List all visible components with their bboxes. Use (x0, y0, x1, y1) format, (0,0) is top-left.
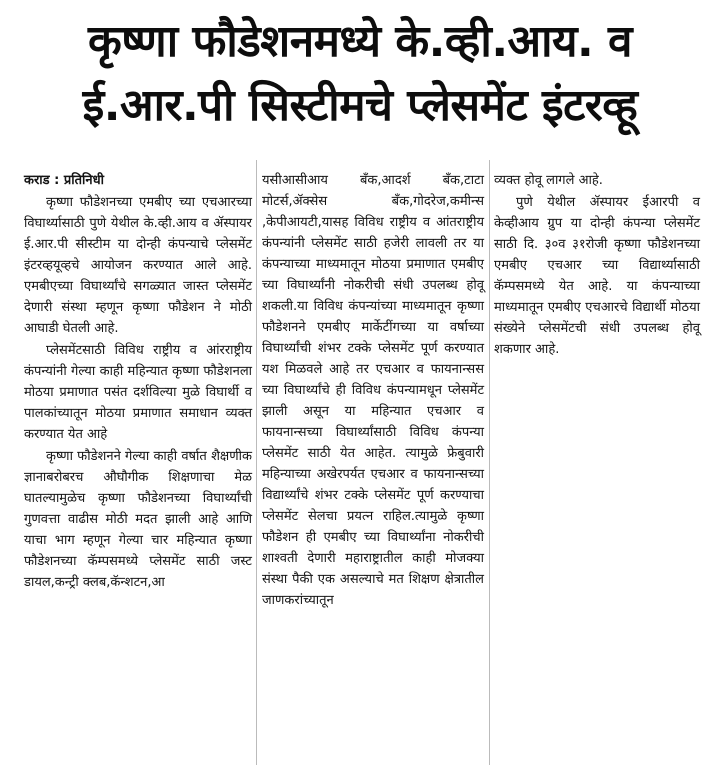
article-column-1 (24, 170, 252, 594)
paragraph: यसीआसीआय बँक,आदर्श बँक,टाटा मोटर्स,ॲक्सेस बँक,गोदरेज,कमीन्स ,केपीआयटी,यासह विविध राष्ट्रीय व आंतराष्ट्रीय कंपन्यांनी प्लेसमेंट साठी हजेरी लावली तर या कंपन्याच्या माध्यमातून मोठया प्रमाणात एमबीए च्या विघार्थ्यांनी नोकरीची संधी उपलब्ध होवू शकली.या विविध कंपन्यांच्या माध्यमातून कृष्णा फौडेशनने एमबीए मार्केटींगच्या या वर्षाच्या विघार्थ्यांची शंभर टक्के प्लेसमेंट पूर्ण करण्यात यश मिळवले आहे तर एचआर व फायनान्सस च्या विघार्थ्यांचे ही विविध कंपन्यामधून प्लेसमेंट झाली असून या महिन्यात एचआर व फायनान्सच्या विघार्थ्यांसाठी विविध कंपन्या प्लेसमेंट साठी येत आहेत. त्यामुळे फ्रेबुवारी महिन्याच्या अखेरपर्यत एचआर व फायनान्सच्या विद्यार्थ्यांचे शंभर टक्के प्लेसमेंट पूर्ण करण्याचा प्लेसमेंट सेलचा प्रयत्न राहिल.त्यामुळे कृष्णा फौडेशन ही एमबीए च्या विघार्थ्यांना नोकरीची शाश्वती देणारी महाराष्ट्रातील काही मोजक्या संस्था पैकी एक असल्याचे मत शिक्षण क्षेत्रातील जाणकरांच्यातून (262, 173, 484, 608)
byline: कराड : प्रतिनिधी (24, 173, 104, 188)
paragraph: व्यक्त होवू लागले आहे. (494, 173, 603, 188)
headline-line-2: ई.आर.पी सिस्टीमचे प्लेसमेंट इंटरव्हू (82, 80, 638, 131)
paragraph: प्लेसमेंटसाठी विविध राष्ट्रीय व आंरराष्ट्रीय कंपन्यांनी गेल्या काही महिन्यात कृष्णा फौडेशनला मोठया प्रमाणात पसंत दर्शविल्या मुळे विघार्थी व पालकांच्यातून मोठया प्रमाणात समाधान व्यक्त करण्यात येत आहे (24, 343, 252, 442)
headline (0, 10, 720, 138)
paragraph: कृष्णा फौडेशनच्या एमबीए च्या एचआरच्या विघार्थ्यासाठी पुणे येथील के.व्ही.आय व ॲस्पायर ई.आर.पी सीस्टीम या दोन्ही कंपन्याचे प्लेसमेंट इंटरव्हयूव्हचे आयोजन करण्यात आले आहे. एमबीएच्या विघार्थ्यांचे सगळ्यात जास्त प्लेसमेंट देणारी संस्था म्हणून कृष्णा फौडेशन ने मोठी आघाडी घेतली आहे. (24, 195, 252, 336)
paragraph: पुणे येथील ॲस्पायर ईआरपी व केव्हीआय ग्रुप या दोन्ही कंपन्या प्लेसमेंट साठी दि. ३०व ३१रोजी कृष्णा फौडेशनच्या एमबीए एचआर च्या विद्यार्थ्यासाठी कॅम्पसमध्ये येत आहे. या कंपन्याच्या माध्यमातून एमबीए एचआरचे विद्यार्थी मोठया संख्येने प्लेसमेंटची संधी उपलब्ध होवू शकणार आहे. (494, 195, 700, 357)
column-divider (489, 160, 490, 765)
article-column-3 (494, 170, 700, 361)
article-column-2 (262, 170, 484, 612)
headline-line-1: कृष्णा फौडेशनमध्ये के.व्ही.आय. व (87, 16, 633, 67)
paragraph: कृष्णा फौडेशनने गेल्या काही वर्षात शैक्षणीक ज्ञानाबरोबरच औघौगीक शिक्षणाचा मेळ घातल्यामुळेच कृष्णा फौडेशनच्या विघार्थ्यांची गुणवत्ता वाढीस मोठी मदत झाली आहे आणि याचा भाग म्हणून गेल्या चार महिन्यात कृष्णा फौडेशनच्या कॅम्पसमध्ये प्लेसमेंट साठी जस्ट डायल,कन्ट्री क्लब,कॅन्शटन,आ (24, 449, 252, 590)
column-divider (256, 160, 257, 765)
